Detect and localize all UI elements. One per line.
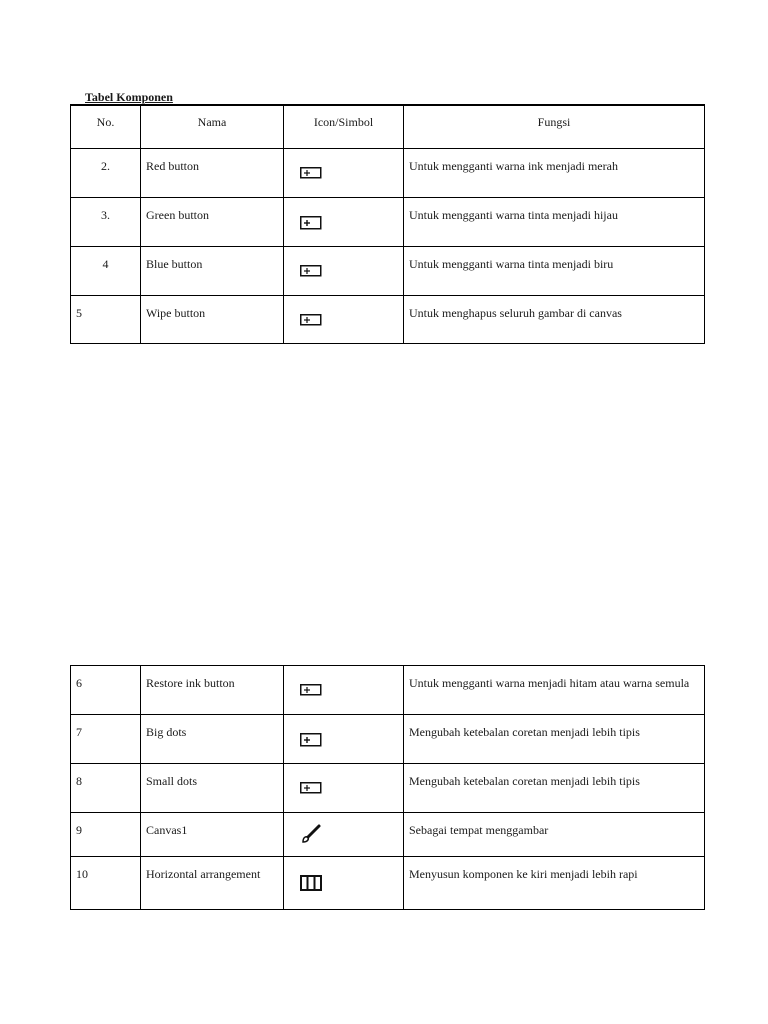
row-name: Restore ink button (141, 666, 284, 715)
row-name: Big dots (141, 715, 284, 764)
table-row (71, 295, 705, 343)
button-icon (300, 167, 322, 179)
row-icon-cell (284, 148, 404, 197)
table-row (71, 813, 705, 857)
paintbrush-icon (300, 823, 322, 845)
table-header-row (71, 105, 705, 148)
table-row (71, 246, 705, 295)
row-name: Green button (141, 197, 284, 246)
row-number: 5 (71, 295, 141, 343)
row-number: 3. (71, 197, 141, 246)
button-icon (300, 684, 322, 696)
header-name: Nama (141, 105, 284, 148)
button-icon (300, 216, 322, 230)
row-name: Red button (141, 148, 284, 197)
row-name: Canvas1 (141, 813, 284, 857)
row-name: Small dots (141, 764, 284, 813)
row-function: Untuk mengganti warna ink menjadi merah (404, 148, 705, 197)
header-no: No. (71, 105, 141, 148)
row-function: Mengubah ketebalan coretan menjadi lebih tipis (404, 715, 705, 764)
table-row (71, 857, 705, 910)
row-number: 9 (71, 813, 141, 857)
row-number: 10 (71, 857, 141, 910)
table-row (71, 764, 705, 813)
component-table-2 (70, 665, 705, 910)
table-row (71, 197, 705, 246)
component-table-1 (70, 104, 705, 344)
row-icon-cell (284, 813, 404, 857)
row-icon-cell (284, 246, 404, 295)
row-icon-cell (284, 666, 404, 715)
horizontal-arrangement-icon (300, 875, 322, 891)
row-function: Untuk mengganti warna menjadi hitam atau warna semula (404, 666, 705, 715)
row-name: Blue button (141, 246, 284, 295)
row-icon-cell (284, 295, 404, 343)
button-icon (300, 782, 322, 794)
row-icon-cell (284, 715, 404, 764)
row-function: Menyusun komponen ke kiri menjadi lebih rapi (404, 857, 705, 910)
row-function: Mengubah ketebalan coretan menjadi lebih tipis (404, 764, 705, 813)
row-icon-cell (284, 764, 404, 813)
row-function: Untuk mengganti warna tinta menjadi biru (404, 246, 705, 295)
row-number: 8 (71, 764, 141, 813)
row-number: 7 (71, 715, 141, 764)
table-row (71, 715, 705, 764)
row-function: Untuk menghapus seluruh gambar di canvas (404, 295, 705, 343)
row-function: Untuk mengganti warna tinta menjadi hijau (404, 197, 705, 246)
row-number: 4 (71, 246, 141, 295)
header-function: Fungsi (404, 105, 705, 148)
table-row (71, 666, 705, 715)
row-name: Wipe button (141, 295, 284, 343)
row-number: 6 (71, 666, 141, 715)
document-title: Tabel Komponen (85, 90, 173, 104)
button-icon (300, 265, 322, 277)
row-icon-cell (284, 857, 404, 910)
row-icon-cell (284, 197, 404, 246)
row-number: 2. (71, 148, 141, 197)
button-icon (300, 733, 322, 747)
button-icon (300, 314, 322, 326)
row-function: Sebagai tempat menggambar (404, 813, 705, 857)
header-icon: Icon/Simbol (284, 105, 404, 148)
row-name: Horizontal arrangement (141, 857, 284, 910)
table-row (71, 148, 705, 197)
